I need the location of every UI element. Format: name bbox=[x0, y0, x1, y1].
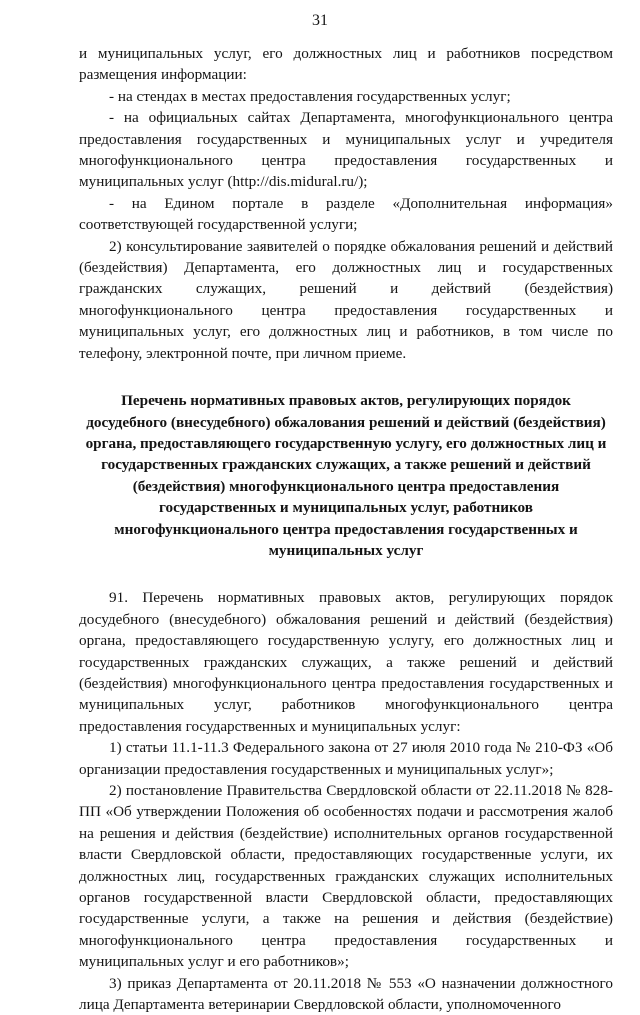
body-paragraph-0: 91. Перечень нормативных правовых актов, регулирующих порядок досудебного (внесудебного) обжалования решений и действий (бездействия) органа, предоставляющего государственную услугу, его должностных лиц и государственных гражданских служащих, а также решений и действий (бездействия) многофункционального центра предоставления государственных и муниципальных услуг, работников многофункционального центра предоставления государственных и муниципальных услуг: bbox=[79, 589, 613, 735]
intro-paragraph-0: и муниципальных услуг, его должностных лиц и работников посредством размещения информации: bbox=[79, 45, 613, 84]
legal-acts-section bbox=[79, 587, 613, 1015]
intro-paragraph-3: - на Едином портале в разделе «Дополнительная информация» соответствующей государственной услуги; bbox=[79, 194, 613, 234]
page-number: 31 bbox=[312, 12, 328, 29]
body-paragraph-3: 3) приказ Департамента от 20.11.2018 № 553 «О назначении должностного лица Департамента ветеринарии Свердловской области, уполномоченного bbox=[79, 974, 613, 1014]
intro-paragraph-1: - на стендах в местах предоставления государственных услуг; bbox=[109, 87, 511, 105]
intro-paragraph-4: 2) консультирование заявителей о порядке обжалования решений и действий (бездействия) Департамента, его должностных лиц и государственных гражданских служащих, решений и действий (бездействия) многофункционального центра предоставления государственных и муниципальных услуг, его должностных лиц и работников, в том числе по телефону, электронной почте, при личном приеме. bbox=[79, 237, 613, 362]
document-body bbox=[79, 43, 613, 1015]
intro-paragraph-2: - на официальных сайтах Департамента, многофункционального центра предоставления государственных и муниципальных услуг и учредителя многофункционального центра предоставления государственных и муниципальных услуг (http://dis.midural.ru/); bbox=[79, 109, 613, 191]
intro-section bbox=[79, 43, 613, 364]
body-paragraph-2: 2) постановление Правительства Свердловской области от 22.11.2018 № 828-ПП «Об утверждении Положения об особенностях подачи и рассмотрения жалоб на решения и действия (бездействие) исполнительных органов государственной власти Свердловской области, предоставляющих государственные услуги, их должностных лиц, государственных гражданских служащих исполнительных органов государственной власти Свердловской области, предоставляющих государственные услуги, а также на решения и действия (бездействие) многофункционального центра предоставления государственных и муниципальных услуг и его работников»; bbox=[79, 782, 613, 971]
section-title: Перечень нормативных правовых актов, регулирующих порядок досудебного (внесудебного) обжалования решений и действий (бездействия) органа, предоставляющего государственную услугу, его должностных лиц и государственных гражданских служащих, а также решений и действий (бездействия) многофункционального центра предоставления государственных и муниципальных услуг, работников многофункционального центра предоставления государственных и муниципальных услуг bbox=[85, 392, 607, 559]
body-paragraph-1: 1) статьи 11.1-11.3 Федерального закона от 27 июля 2010 года № 210-ФЗ «Об организации предоставления государственных и муниципальных услуг»; bbox=[79, 739, 613, 778]
